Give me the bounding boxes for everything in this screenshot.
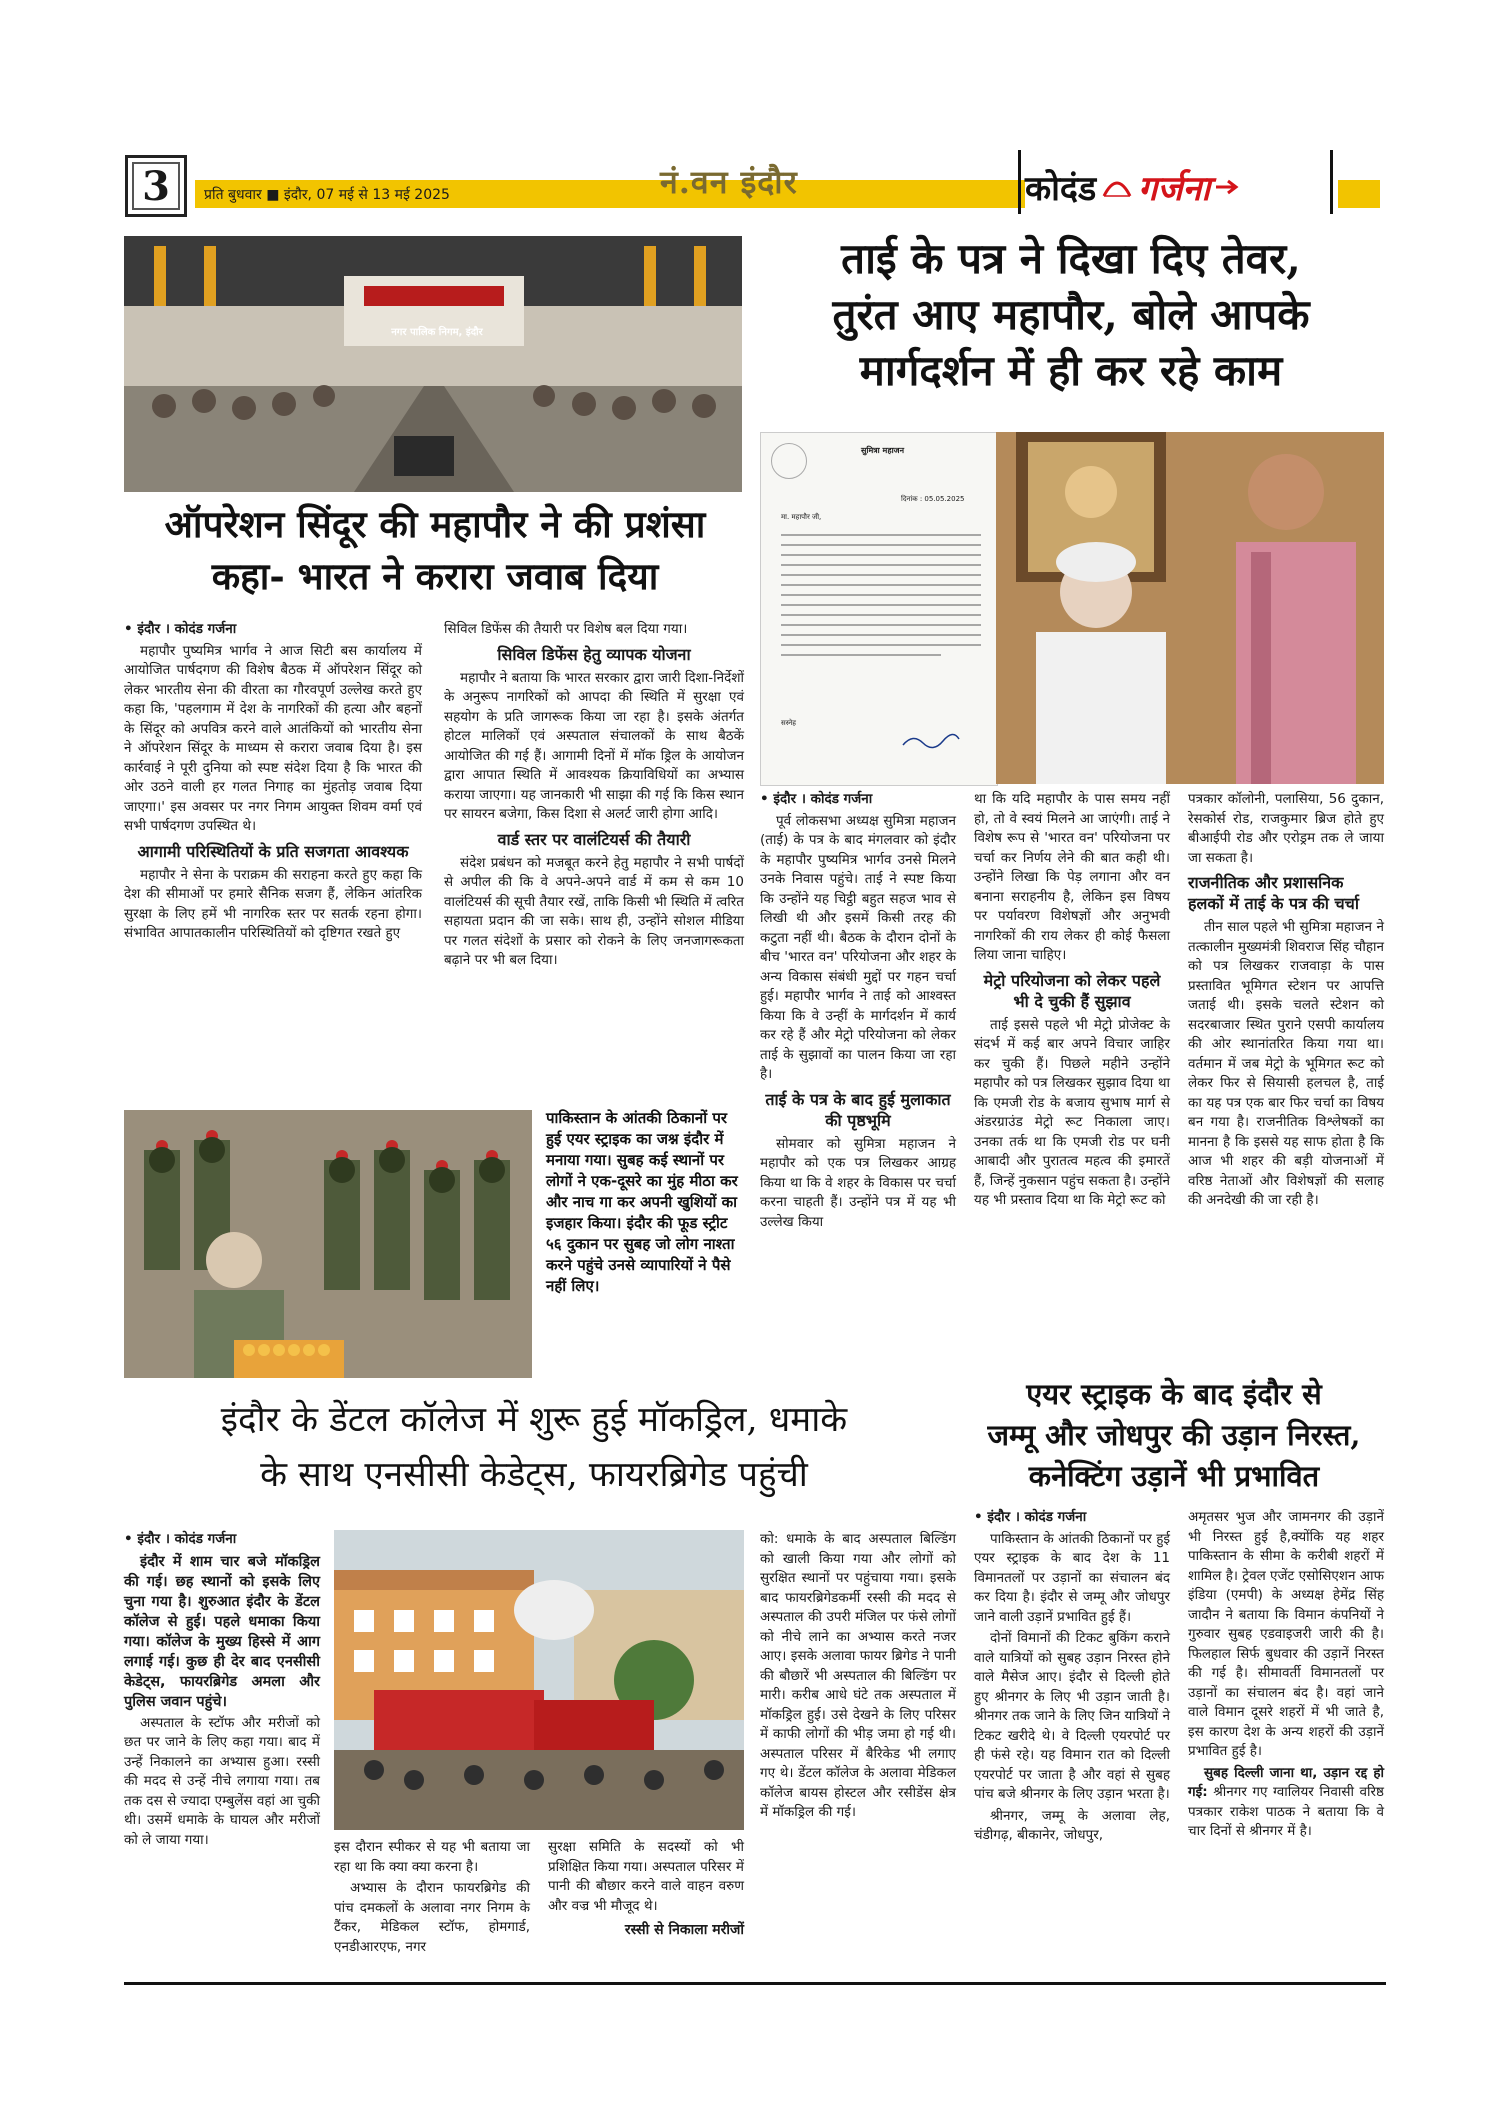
mockdrill-photo (334, 1530, 744, 1830)
arrow-icon (1216, 179, 1240, 195)
letter-col2 (974, 790, 1170, 1213)
flights-col1-para3: श्रीनगर, जम्मू के अलावा लेह, चंडीगढ़, बीकानेर, जोधपुर, (974, 1807, 1170, 1843)
letter-col2-para2: ताई इससे पहले भी मेट्रो प्रोजेक्ट के संदर्भ में कई बार अपने विचार जाहिर कर चुकी हैं। पिछले महीने उन्होंने महापौर को पत्र लिखकर सुझाव दिया था कि एमजी रोड के बजाय सुभाष मार्ग से अंडरग्राउंड मेट्रो रूट निकाला जाए। उनका तर्क था कि एमजी रोड पर घनी आबादी और पुरातत्व महत्व की इमारतें हैं, जिन्हें नुकसान पहुंच सकता है। उन्होंने यह भी प्रस्ताव दिया था कि मेट्रो रूट को (974, 1016, 1170, 1208)
mockdrill-photo-col-b (548, 1838, 744, 1945)
brand-logo (1025, 162, 1325, 212)
celebration-photo-illustration (124, 1110, 532, 1378)
sindoor-col2-para1: महापौर ने बताया कि भारत सरकार द्वारा जारी दिशा-निर्देशों के अनुरूप नागरिकों को आपदा की स्थिति में सुरक्षा एवं सहयोग के प्रति जागरूक किया जा रहा है। इसके अंतर्गत होटल मालिकों एवं अस्पताल संचालकों के साथ बैठकें आयोजित की गई हैं। आगामी दिनों में मॉक ड्रिल के आयोजन द्वारा आपात स्थिति में आवश्यक क्रियाविधियों का अभ्यास कराया जाएगा। यह जानकारी भी साझा की गई कि किस स्थान पर सायरन बजेगा, किस दिशा से अलर्ट जारी होगा आदि। (444, 669, 744, 822)
mockdrill-col1-para: अस्पताल के स्टॉफ और मरीजों को छत पर जाने के लिए कहा गया। बाद में उन्हें निकालने का अभ्यास हुआ। रस्सी की मदद से उन्हें नीचे लगाया गया। तब तक दस से ज्यादा एम्बुलेंस वहां आ चुकी थी। उसमें धमाके के घायल और मरीजों को ले जाया गया। (124, 1714, 320, 1848)
flights-col1 (974, 1508, 1170, 1848)
celebration-caption: पाकिस्तान के आंतकी ठिकानों पर हुई एयर स्ट्राइक का जश्न इंदौर में मनाया गया। सुबह कई स्थानों पर लोगों ने एक-दूसरे का मुंह मीठा कर और नाच गा कर अपनी खुशियों का इजहार किया। इंदौर की फूड स्ट्रीट ५६ दुकान पर सुबह जो लोग नाश्ता करने पहुंचे उनसे व्यापारियों ने पैसे नहीं लिए। (546, 1109, 738, 1295)
flights-col2-para: अमृतसर भुज और जामनगर की उड़ानें भी निरस्त हुई है,क्योंकि यह शहर पाकिस्तान के सीमा के करीबी शहरों में शामिल है। ट्रेवल एजेंट एसोसिएशन आफ इंडिया (एमपी) के अध्यक्ष हेमेंद्र सिंह जादौन ने बताया कि विमान कंपनियों ने गुरुवार सुबह एडवाइजरी जारी की है। फिलहाल सिर्फ बुधवार की उड़ानें निरस्त की गई है। सीमावर्ती विमानतलों पर उड़ानों का संचालन बंद है। वहां जाने वाले विमान दूसरे शहरों में भी जाते है, इस कारण देश के अन्य शहरों की उड़ानें प्रभावित हुई है। (1188, 1509, 1384, 1759)
flights-headline-line1: एयर स्ट्राइक के बाद इंदौर से (1026, 1377, 1322, 1411)
brand-divider-right (1330, 150, 1333, 214)
letter-col3-para2: तीन साल पहले भी सुमित्रा महाजन ने तत्कालीन मुख्यमंत्री शिवराज सिंह चौहान को पत्र लिखकर राजवाड़ा के पास प्रस्तावित भूमिगत स्टेशन पर आपत्ति जताई थी। इसके चलते स्टेशन को सदरबाजार स्थित पुराने एसपी कार्यालय की ओर स्थानांतरित किया गया था। वर्तमान में जब मेट्रो के भूमिगत रूट को लेकर फिर से सियासी हलचल है, ताई का यह पत्र एक बार फिर चर्चा का विषय बन गया है। राजनीतिक विश्लेषकों का मानना है कि इससे यह साफ होता है कि आज भी शहर की बड़ी योजनाओं में वरिष्ठ नेताओं और विशेषज्ञों की सलाह की अनदेखी की जा रही है। (1188, 919, 1384, 1208)
mockdrill-headline-line1: इंदौर के डेंटल कॉलेज में शुरू हुई मॉकड्रिल, धमाके (220, 1400, 848, 1440)
mockdrill-headline-line2: के साथ एनसीसी केडेट्स, फायरब्रिगेड पहुंची (260, 1455, 808, 1495)
sindoor-col1-subhead: आगामी परिस्थितियों के प्रति सजगता आवश्यक (137, 841, 409, 861)
letter-body-lines (781, 529, 981, 689)
brand-name-part1: कोदंड (1025, 169, 1097, 209)
letter-headline-line1: ताई के पत्र ने दिखा दिए तेवर, (841, 234, 1301, 283)
date-strip: प्रति बुधवार ■ इंदौर, 07 मई से 13 मई 2025 (204, 187, 450, 203)
sindoor-col1-para: महापौर पुष्यमित्र भार्गव ने आज सिटी बस कार्यालय में आयोजित पार्षदगण की विशेष बैठक में ऑपरेशन सिंदूर को लेकर भारतीय सेना की वीरता का गौरवपूर्ण उल्लेख करते हुए कहा कि, 'पहलगाम में देश के नागरिकों की हत्या और बहनों के सिंदूर को अपवित्र करने वाले आतंकियों को भारतीय सेना ने ऑपरेशन सिंदूर के माध्यम से करारा जवाब दिया है। इस कार्रवाई ने पूरी दुनिया को स्पष्ट संदेश दिया है कि भारत की ओर उठने वाली हर गलत निगाह का मुंहतोड़ जवाब दिया जाएगा।' इस अवसर पर नगर निगम आयुक्त शिवम वर्मा एवं सभी पार्षदगण उपस्थित थे। (124, 642, 422, 834)
flights-col1-para1: पाकिस्तान के आंतकी ठिकानों पर हुई एयर स्ट्राइक के बाद देश के 11 विमानतलों पर उड़ानों का संचालन बंद कर दिया है। इंदौर से जम्मू और जोधपुर जाने वाली उड़ानें प्रभावित हुई हैं। (974, 1530, 1170, 1625)
brand-name-part2: गर्जना (1138, 169, 1211, 209)
sindoor-col2-para2: संदेश प्रबंधन को मजबूत करने हेतु महापौर ने सभी पार्षदों से अपील की कि वे अपने-अपने वार्ड में कम से कम 10 वालंटियर्स की सूची तैयार रखें, ताकि किसी भी स्थिति में त्वरित सहायता प्रदान की जा सके। साथ ही, उन्होंने सोशल मीडिया पर गलत संदेशों के प्रसार को रोकने के लिए जनजागरूकता बढ़ाने पर भी बल दिया। (444, 854, 744, 968)
mockdrill-byline: • इंदौर । कोदंड गर्जना (124, 1531, 237, 1547)
letter-col3 (1188, 790, 1384, 1213)
sindoor-headline-line2: कहा- भारत ने करारा जवाब दिया (211, 554, 659, 598)
letter-salutation: मा. महापौर जी, (781, 513, 822, 521)
letter-signature (901, 733, 961, 749)
flights-col2 (1188, 1508, 1384, 1844)
letter-col3-subhead: राजनीतिक और प्रशासनिक हलकों में ताई के पत्र की चर्चा (1188, 873, 1359, 913)
meeting-photo-illustration (124, 236, 742, 492)
letter-image (760, 432, 998, 786)
flights-headline-line2: जम्मू और जोधपुर की उड़ान निरस्त, (987, 1418, 1361, 1452)
page-bottom-rule (124, 1982, 1386, 1985)
sindoor-col2-top: सिविल डिफेंस की तैयारी पर विशेष बल दिया गया। (444, 621, 688, 637)
paper-name: नं.वन इंदौर (660, 163, 798, 201)
mockdrill-photo-col-a-para1: इस दौरान स्पीकर से यह भी बताया जा रहा था कि क्या क्या करना है। (334, 1839, 530, 1875)
letter-col1-para2: सोमवार को सुमित्रा महाजन ने महापौर को एक पत्र लिखकर आग्रह किया था कि वे शहर के विकास पर चर्चा करना चाहती हैं। उन्होंने पत्र में यह भी उल्लेख किया (760, 1135, 956, 1230)
flights-col2-bold: सुबह दिल्ली जाना था, उड़ान रद्द हो गई: (1188, 1764, 1384, 1800)
page-number: 3 (125, 155, 187, 217)
letter-signoff: सस्नेह (781, 719, 797, 727)
bow-icon (1102, 176, 1132, 198)
mockdrill-col3 (760, 1530, 956, 1825)
sindoor-col2 (444, 620, 744, 973)
letter-date: दिनांक : 05.05.2025 (901, 495, 965, 503)
flights-col2-end: श्रीनगर गए ग्वालियर निवासी वरिष्ठ पत्रकार राकेश पाठक ने बताया कि वे चार दिनों से श्रीनगर में है। (1188, 1784, 1384, 1839)
sindoor-headline-line1: ऑपरेशन सिंदूर की महापौर ने की प्रशंसा (164, 502, 706, 546)
mockdrill-col3-para: को: धमाके के बाद अस्पताल बिल्डिंग को खाली किया गया और लोगों को सुरक्षित स्थानों पर पहुंचाया गया। इसके बाद फायरब्रिगेडकर्मी रस्सी की मदद से अस्पताल की उपरी मंजिल पर फंसे लोगों को नीचे लाने का अभ्यास करते नजर आए। इसके अलावा फायर ब्रिगेड ने पानी की बौछारें भी अस्पताल की बिल्डिंग पर मारी। करीब आधे घंटे तक अस्पताल में मॉकड्रिल हुई। उसे देखने के लिए परिसर में काफी लोगों की भीड़ जमा हो गई थी। अस्पताल परिसर में बैरिकेड भी लगाए गए थे। डेंटल कॉलेज के अलावा मेडिकल कॉलेज बायस होस्टल और रसीडेंस क्षेत्र में मॉकड्रिल की गई। (760, 1531, 956, 1820)
mockdrill-photo-col-a-para2: अभ्यास के दौरान फायरब्रिगेड की पांच दमकलों के अलावा नगर निगम के टैंकर, मेडिकल स्टॉफ, होमगार्ड, एनडीआरएफ, नगर (334, 1880, 530, 1955)
sindoor-col2-subhead2: वार्ड स्तर पर वालंटियर्स की तैयारी (497, 829, 691, 849)
letter-byline: • इंदौर । कोदंड गर्जना (760, 791, 873, 807)
mockdrill-photo-col-b-subhead: रस्सी से निकाला मरीजों (624, 1922, 744, 1938)
sindoor-byline: • इंदौर । कोदंड गर्जना (124, 621, 237, 637)
brand-divider-left (1018, 150, 1021, 214)
sindoor-col2-subhead1: सिविल डिफेंस हेतु व्यापक योजना (497, 644, 691, 664)
mockdrill-col1 (124, 1530, 320, 1852)
letter-col2-subhead: मेट्रो परियोजना को लेकर पहले भी दे चुकी हैं सुझाव (983, 970, 1161, 1011)
mockdrill-photo-col-b-para: सुरक्षा समिति के सदस्यों को भी प्रशिक्षित किया गया। अस्पताल परिसर में पानी की बौछार करने वाले वाहन वरुण और वज्र भी मौजूद थे। (548, 1839, 744, 1914)
letter-col1-para: पूर्व लोकसभा अध्यक्ष सुमित्रा महाजन (ताई) के पत्र के बाद मंगलवार को इंदौर के महापौर पुष्यमित्र भार्गव उनसे मिलने उनके निवास पहुंचे। ताई ने स्पष्ट किया कि उन्होंने यह चिट्ठी बहुत सहज भाव से लिखी थी और इसमें किसी तरह की कटुता नहीं थी। बैठक के दौरान दोनों के बीच 'भारत वन' परियोजना और शहर के अन्य विकास संबंधी मुद्दों पर गहन चर्चा हुई। महापौर भार्गव ने ताई को आश्वस्त किया कि वे उन्हीं के मार्गदर्शन में कार्य कर रहे हैं और मेट्रो परियोजना को लेकर ताई के सुझावों का पालन किया जा रहा है। (760, 812, 956, 1082)
flights-byline: • इंदौर । कोदंड गर्जना (974, 1509, 1087, 1525)
meeting-photo-banner: नगर पालिक निगम, इंदौर (391, 327, 483, 338)
flights-col1-para2: दोनों विमानों की टिकट बुकिंग कराने वाले यात्रियों को सुबह उड़ान निरस्त होने वाले मैसेज आए। इंदौर से दिल्ली होते हुए श्रीनगर के लिए भी उड़ान जाती है। श्रीनगर तक जाने के लिए जिन यात्रियों ने टिकट खरीदे थे। वे दिल्ली एयरपोर्ट पर ही फंसे रहे। यह विमान रात को दिल्ली एयरपोर्ट पर जाता है और वहां से सुबह पांच बजे श्रीनगर के लिए उड़ान भरता है। (974, 1630, 1170, 1802)
letter-col1 (760, 790, 956, 1234)
sindoor-col1 (124, 620, 422, 946)
letter-col2-para: था कि यदि महापौर के पास समय नहीं हो, तो वे स्वयं मिलने आ जाएंगी। ताई ने विशेष रूप से 'भारत वन' परियोजना पर चर्चा कर निर्णय लेने की बात कही थी। उन्होंने लिखा कि पेड़ लगाना और वन बनाना सराहनीय है, लेकिन इस विषय पर पर्यावरण विशेषज्ञों और अनुभवी नागरिकों की राय लेकर ही कोई फैसला लिया जाना चाहिए। (974, 791, 1170, 963)
portrait-illustration (996, 432, 1384, 784)
letter-col1-subhead: ताई के पत्र के बाद हुई मुलाकात की पृष्ठभूमि (765, 1089, 951, 1130)
meeting-photo (124, 236, 742, 492)
letter-headline-line2: तुरंत आए महापौर, बोले आपके (832, 290, 1310, 339)
meeting-portrait-photo (996, 432, 1384, 784)
celebration-photo (124, 1110, 532, 1378)
mockdrill-lead: इंदौर में शाम चार बजे मॉकड्रिल की गई। छह स्थानों को इसके लिए चुना गया है। शुरुआत इंदौर के डेंटल कॉलेज से हुई। पहले धमाका किया गया। कॉलेज के मुख्य हिस्से में आग लगाई गई। कुछ ही देर बाद एनसीसी केडेट्स, फायरब्रिगेड अमला और पुलिस जवान पहुंचे। (124, 1553, 320, 1710)
letter-headline-line3: मार्गदर्शन में ही कर रहे काम (859, 346, 1283, 395)
sindoor-col1-para2: महापौर ने सेना के पराक्रम की सराहना करते हुए कहा कि देश की सीमाओं पर हमारे सैनिक सजग हैं, लेकिन आंतरिक सुरक्षा के लिए हमें भी नागरिक स्तर पर सतर्क रहना होगा। संभावित आपातकालीन परिस्थितियों को दृष्टिगत रखते हुए (124, 866, 422, 941)
letter-col3-para: पत्रकार कॉलोनी, पलासिया, 56 दुकान, रेसकोर्स रोड, राजकुमार ब्रिज होते हुए बीआईपी रोड और एरोड्रम तक ले जाया जा सकता है। (1188, 791, 1384, 866)
flights-headline-line3: कनेक्टिंग उड़ानें भी प्रभावित (1028, 1459, 1320, 1493)
masthead-yellow-bar-right (1338, 180, 1380, 208)
letter-seal (771, 443, 807, 479)
mockdrill-photo-illustration (334, 1530, 744, 1830)
mockdrill-photo-col-a (334, 1838, 530, 1959)
letter-header-name: सुमित्रा महाजन (861, 446, 905, 455)
